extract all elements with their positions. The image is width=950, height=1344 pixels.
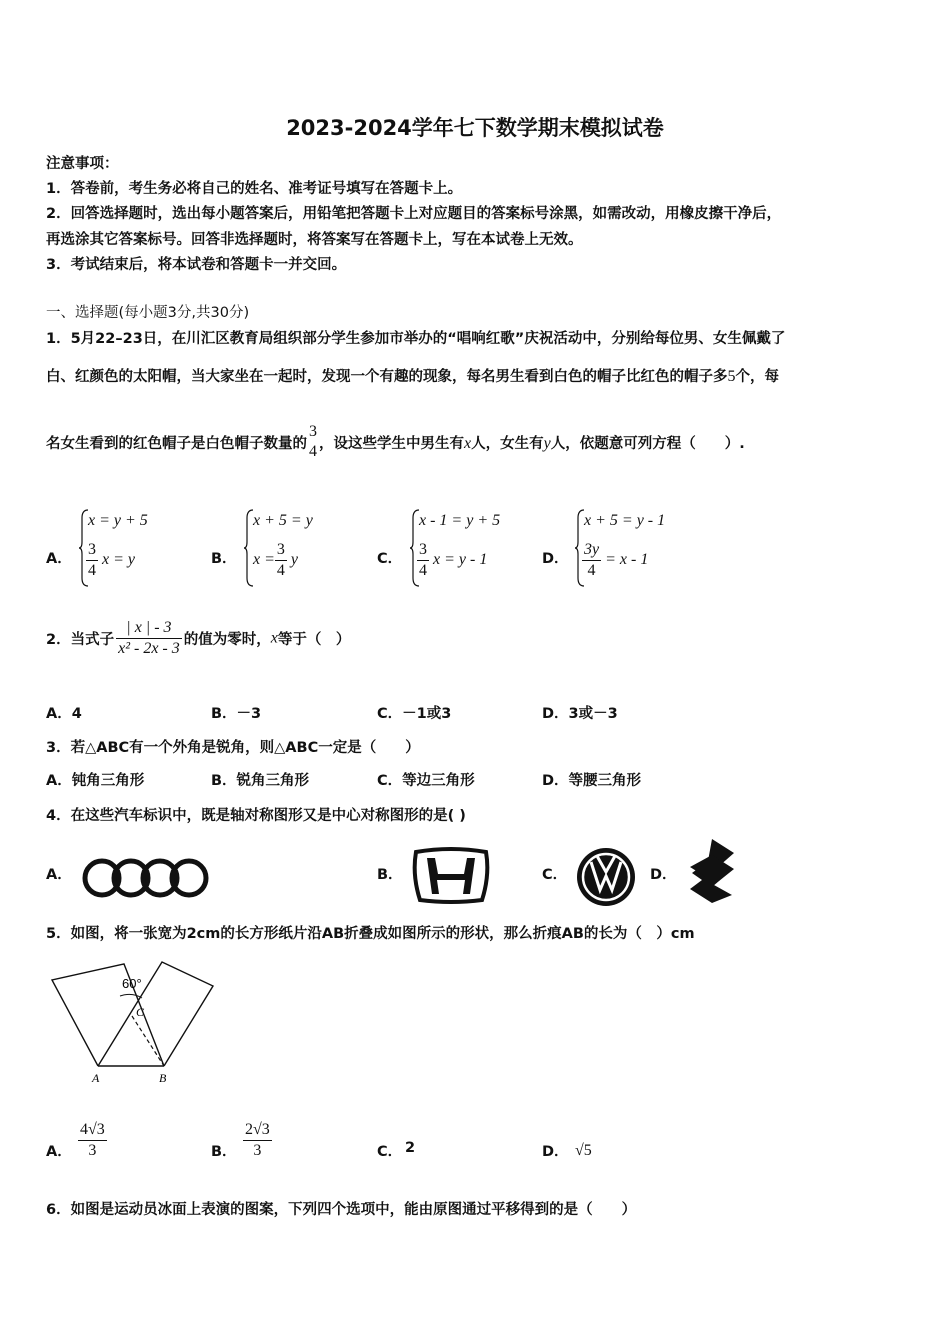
option-label: B． [211,551,237,567]
q2-option-c[interactable]: C．－1或3 [377,706,452,722]
q3-option-d[interactable]: D．等腰三角形 [542,773,642,789]
q3-option-c[interactable]: C．等边三角形 [377,773,475,789]
equation-1: x + 5 = y [253,512,313,529]
q2-option-d[interactable]: D．3或－3 [542,706,618,722]
angle-label: 60° [122,976,142,991]
suzuki-logo-icon [684,837,740,905]
q2-fraction [116,618,182,659]
notice-item: 1．答卷前，考生务必将自己的姓名、准考证号填写在答题卡上。 [46,181,463,197]
fraction [243,1120,272,1161]
q1-line3d: 人，依题意可列方程（ ）. [550,436,745,452]
q1-line3 [46,423,745,462]
q2-option-b[interactable]: B．－3 [211,706,262,722]
q5-stem: 5．如图，将一张宽为2cm的长方形纸片沿AB折叠成如图所示的形状，那么折痕AB的长为（ ）cm [46,926,695,942]
fraction-denominator: 4 [587,562,596,579]
fraction-numerator: 4√3 [78,1120,107,1141]
q1-line2a: 白、红颜色的太阳帽，当大家坐在一起时，发现一个有趣的现象，每名男生看到白色的帽子比红色的帽子多 [46,369,728,385]
equation-1: x = y + 5 [88,512,148,529]
q1-line2 [46,365,779,386]
fraction-numerator: | x | - 3 [116,618,182,639]
fraction-numerator: 2√3 [243,1120,272,1141]
equation-rest: y [290,551,299,569]
notice-item: 3．考试结束后，将本试卷和答题卡一并交回。 [46,257,347,273]
page-title: 2023-2024学年七下数学期末模拟试卷 [286,116,664,140]
option-label: D． [542,551,569,567]
point-c-label: C [136,1005,145,1019]
q2-stem [46,618,350,659]
equation-rest: x = y - 1 [433,551,488,569]
equation-1: x + 5 = y - 1 [584,512,666,529]
fraction-denominator: 4 [309,443,317,460]
option-label: C． [377,1144,403,1160]
q2-post: 等于（ ） [277,632,351,648]
fraction-denominator: 3 [253,1142,262,1159]
q3-option-b[interactable]: B．锐角三角形 [211,773,310,789]
q6-stem: 6．如图是运动员冰面上表演的图案，下列四个选项中，能由原图通过平移得到的是（ ） [46,1202,637,1218]
q1-fraction [307,422,319,462]
option-value: √5 [575,1142,592,1159]
q1-number: 5 [727,368,736,385]
fraction-denominator: 4 [276,562,285,579]
section-heading: 一、选择题(每小题3分,共30分) [46,305,250,321]
q1-line3c: 人，女生有 [471,436,544,452]
q4-stem: 4．在这些汽车标识中，既是轴对称图形又是中心对称图形的是( ) [46,808,466,824]
fraction [417,540,429,581]
q1-line1: 1．5月22–23日，在川汇区教育局组织部分学生参加市举办的“唱响红歌”庆祝活动中，分别给每位男、女生佩戴了 [46,331,786,347]
option-label: B． [211,1144,237,1160]
q2-option-a[interactable]: A．4 [46,706,82,722]
option-fraction [243,1120,272,1161]
figure-right-strip [98,962,213,1066]
fraction-denominator: x² - 2x - 3 [118,640,180,657]
option-label: C． [542,867,568,883]
option-label: D． [542,1144,569,1160]
q1-line2b: 个，每 [735,369,779,385]
equation-2 [86,540,135,581]
volkswagen-logo-icon [573,846,639,908]
var-x: x [270,629,278,647]
q1-line3a: 名女生看到的红色帽子是白色帽子数量的 [46,436,307,452]
fraction [86,540,98,581]
var-y: y [543,435,551,452]
option-label: A． [46,551,72,567]
option-value: 2 [405,1140,416,1156]
notice-heading: 注意事项： [46,156,119,172]
fraction-denominator: 4 [419,562,427,579]
equation-rest: x = y [102,551,135,569]
fraction-denominator: 4 [88,562,96,579]
q2-pre: 2．当式子 [46,632,115,648]
q2-mid: 的值为零时， [183,632,271,648]
option-label: C． [377,551,403,567]
q3-option-a[interactable]: A．钝角三角形 [46,773,145,789]
option-fraction [78,1120,107,1161]
fraction-numerator: 3y [582,540,601,561]
q3-stem: 3．若△ABC有一个外角是锐角，则△ABC一定是（ ） [46,740,420,756]
fraction [275,540,287,581]
equation-rest: = x - 1 [605,551,649,569]
notice-item: 再选涂其它答案标号。回答非选择题时，将答案写在答题卡上，写在本试卷上无效。 [46,232,583,248]
option-label: A． [46,867,72,883]
option-label: D． [650,867,677,883]
fraction-numerator: 3 [309,423,317,440]
equation-2 [253,540,298,581]
var-x: x [464,435,472,452]
fraction-numerator: 3 [417,540,429,561]
fraction [78,1120,107,1161]
honda-logo-icon [410,846,492,904]
fraction-numerator: 3 [275,540,287,561]
q1-line3b: ，设这些学生中男生有 [319,436,464,452]
equation-2 [582,540,648,581]
notice-item: 2．回答选择题时，选出每小题答案后，用铅笔把答题卡上对应题目的答案标号涂黑，如需改动，用橡皮擦干净后， [46,206,782,222]
fraction-numerator: 3 [86,540,98,561]
option-label: B． [377,867,403,883]
equation-1: x - 1 = y + 5 [419,512,501,529]
equation-2 [417,540,487,581]
point-b-label: B [159,1071,167,1085]
point-a-label: A [92,1071,100,1085]
fraction [582,540,601,581]
folded-paper-figure [46,958,221,1090]
equation-pre: x = [253,551,275,569]
audi-rings-icon [80,854,212,902]
fraction-denominator: 3 [88,1142,97,1159]
option-label: A． [46,1144,72,1160]
